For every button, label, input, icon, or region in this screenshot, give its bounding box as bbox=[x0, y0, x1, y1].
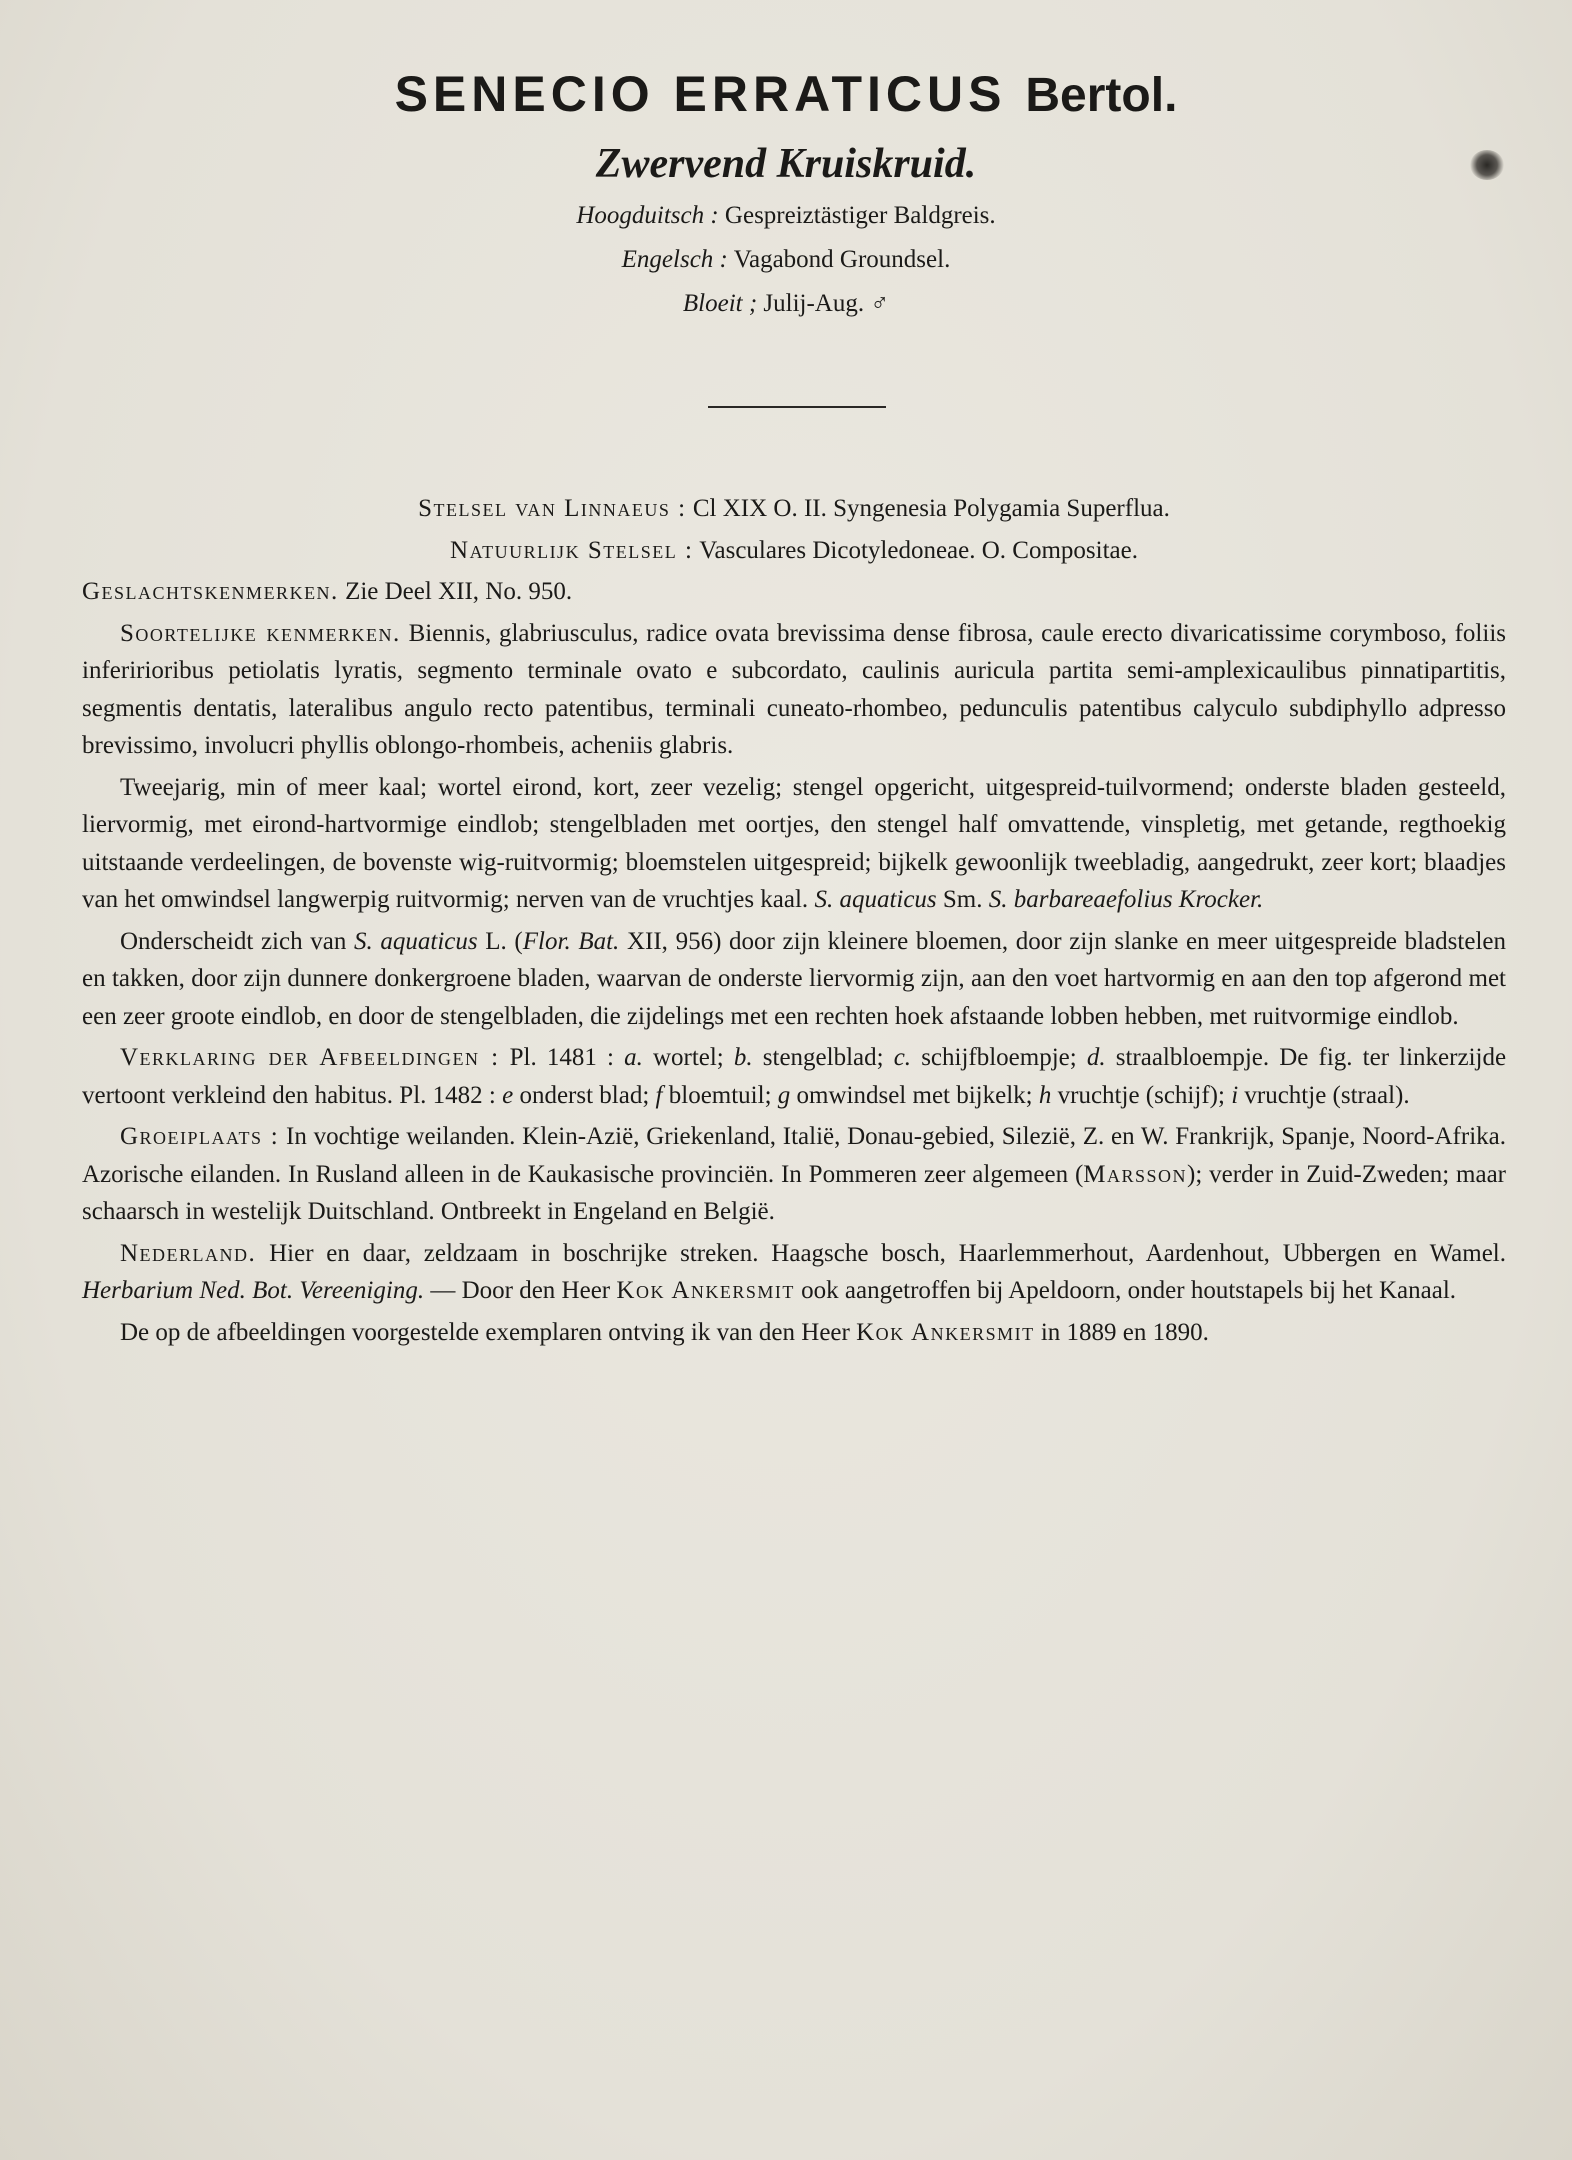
figure-letter: b. bbox=[733, 1044, 753, 1071]
herbarium-reference: Herbarium Ned. Bot. Vereeniging. bbox=[82, 1277, 425, 1304]
person-kok-ankersmit: Kok Ankersmit bbox=[856, 1318, 1035, 1346]
german-name-line bbox=[0, 194, 1572, 238]
figure-letter: f bbox=[655, 1081, 663, 1109]
species-characters-label: Soortelijke kenmerken. bbox=[120, 619, 401, 647]
dutch-description-text: Tweejarig, min of meer kaal; wortel eirond, kort, zeer vezelig; stengel opgericht, uitgespreid-tuilvormend; onderste bladen gesteeld, liervormig, met eirond-hartvormige eindlob; stengelbladen met oortjes, den stengel half omvattende, vinspletig, met getande, regthoekig uitstaande verdeelingen, de bovenste wig-ruitvormig; bloemstelen uitgespreid; bijkelk gewoonlijk tweebladig, aangedrukt, zeer kort; blaadjes van het omwindsel langwerpig ruitvormig; nerven van de vruchtjes kaal. bbox=[82, 773, 1506, 913]
habitat-label: Groeiplaats : bbox=[120, 1123, 280, 1150]
figures-text: schijfbloempje; bbox=[921, 1044, 1077, 1071]
flora-reference: Flor. Bat. bbox=[522, 927, 620, 955]
figure-letter: d. bbox=[1086, 1044, 1106, 1071]
netherlands-text-2: — Door den Heer bbox=[430, 1277, 611, 1304]
habitat-text-2: ); verder in Zuid-Zweden; maar schaarsch in westelijk Duitschland. Ontbreekt in Engeland en België. bbox=[82, 1160, 1507, 1225]
synonym-1: S. aquaticus bbox=[814, 886, 937, 913]
natural-system-value: Vasculares Dicotyledoneae. O. Compositae. bbox=[699, 536, 1138, 564]
figures-text: bloemtuil; bbox=[668, 1081, 772, 1109]
synonym-2: S. barbareaefolius Krocker. bbox=[988, 886, 1264, 913]
natural-system-line bbox=[82, 532, 1506, 570]
netherlands-paragraph bbox=[82, 1235, 1506, 1310]
german-label: Hoogduitsch : bbox=[576, 202, 719, 229]
distinction-species: S. aquaticus bbox=[353, 927, 478, 955]
figures-text: vruchtje (straal). bbox=[1244, 1081, 1410, 1109]
figures-label: Verklaring der Afbeeldingen : bbox=[120, 1044, 500, 1071]
biennial-symbol: ♂ bbox=[870, 290, 890, 317]
genus-value: Zie Deel XII, No. 950. bbox=[345, 578, 573, 605]
netherlands-text-1: Hier en daar, zeldzaam in boschrijke streken. Haagsche bosch, Haarlemmerhout, Aardenhout, Ubbergen en Wamel. bbox=[269, 1239, 1506, 1267]
header bbox=[0, 60, 1572, 326]
main-text bbox=[82, 490, 1506, 1355]
species-characters-text: Biennis, glabriusculus, radice ovata brevissima dense fibrosa, caule erecto divaricatissime corymboso, foliis inferirioribus petiolatis lyratis, segmento terminale ovato e subcordato, caulinis auricula partita semi-amplexicaulibus pinnatipartitis, segmentis dentatis, lateralibus angulo recto patentibus, terminali cuneato-rhombeo, pedunculis patentibus calyculo subdiphyllo adpresso brevissimo, involucri phyllis oblongo-rhombeis, acheniis glabris. bbox=[82, 619, 1506, 759]
german-name: Gespreiztästiger Baldgreis. bbox=[724, 202, 996, 229]
page-title bbox=[0, 60, 1572, 130]
distinction-text-1: Onderscheidt zich van bbox=[120, 927, 347, 955]
dutch-name: Zwervend Kruiskruid. bbox=[595, 141, 977, 187]
genus-line bbox=[82, 573, 1506, 611]
netherlands-text-3: ook aangetroffen bij Apeldoorn, onder houtstapels bij het Kanaal. bbox=[801, 1277, 1457, 1304]
figures-text: Pl. 1481 : bbox=[509, 1044, 614, 1071]
figure-letter: h bbox=[1038, 1081, 1052, 1109]
figure-letter: i bbox=[1231, 1081, 1239, 1109]
english-name-line bbox=[0, 238, 1572, 282]
figures-text: onderst blad; bbox=[519, 1081, 650, 1109]
natural-system-label: Natuurlijk Stelsel : bbox=[450, 536, 694, 564]
bloom-label: Bloeit ; bbox=[682, 290, 758, 317]
habitat-paragraph bbox=[82, 1118, 1506, 1231]
figure-letter: e bbox=[502, 1081, 514, 1109]
species-author: Bertol. bbox=[1025, 69, 1178, 122]
english-name: Vagabond Groundsel. bbox=[733, 246, 951, 273]
figures-text: vruchtje (schijf); bbox=[1057, 1081, 1225, 1109]
person-kok-ankersmit: Kok Ankersmit bbox=[616, 1277, 795, 1304]
bloom-line bbox=[0, 282, 1572, 326]
netherlands-label: Nederland. bbox=[120, 1239, 257, 1267]
figures-text: straalbloempje. De fig. ter linkerzijde vertoont verkleind den habitus. Pl. 1482 : bbox=[82, 1044, 1507, 1109]
figures-text: stengelblad; bbox=[762, 1044, 884, 1071]
author-marsson: Marsson bbox=[1083, 1160, 1188, 1188]
distinction-text-2: L. ( bbox=[485, 927, 523, 955]
figures-text: omwindsel met bijkelk; bbox=[796, 1081, 1033, 1109]
figure-letter: a. bbox=[624, 1044, 643, 1071]
figures-text: wortel; bbox=[652, 1044, 724, 1071]
english-label: Engelsch : bbox=[621, 246, 728, 273]
species-name: SENECIO ERRATICUS bbox=[394, 66, 1007, 122]
habitat-text-1: In vochtige weilanden. Klein-Azië, Griekenland, Italië, Donau-gebied, Silezië, Z. en W. Frankrijk, Spanje, Noord-Afrika. Azorische eilanden. In Rusland alleen in de Kaukasische provinciën. In Pommeren zeer algemeen ( bbox=[82, 1123, 1507, 1188]
linnaeus-value: Cl XIX O. II. Syngenesia Polygamia Superflua. bbox=[692, 495, 1170, 522]
linnaeus-label: Stelsel van Linnaeus : bbox=[418, 495, 687, 522]
figure-letter: c. bbox=[893, 1044, 912, 1071]
closing-text-1: De op de afbeeldingen voorgestelde exemplaren ontving ik van den Heer bbox=[120, 1318, 850, 1346]
genus-label: Geslachtskenmerken. bbox=[82, 578, 339, 605]
bloom-value: Julij-Aug. bbox=[763, 290, 865, 317]
figures-explanation bbox=[82, 1039, 1506, 1114]
closing-paragraph bbox=[82, 1314, 1506, 1352]
closing-text-2: in 1889 en 1890. bbox=[1040, 1318, 1209, 1346]
divider bbox=[708, 406, 886, 408]
distinction-paragraph bbox=[82, 923, 1506, 1036]
distinction-text-3: XII, 956) door zijn kleinere bloemen, door zijn slanke en meer uitgespreide bladstelen en takken, door zijn dunnere donkergroene bladen, waarvan de onderste liervormig zijn, aan den voet hartvormig en aan den top afgerond met een zeer groote eindlob, en door de stengelbladen, die zijdelings met een rechten hoek afstaande lobben hebben, met ruitvormige eindlob. bbox=[82, 927, 1506, 1030]
figure-letter: g bbox=[777, 1081, 791, 1109]
synonym-1-author: Sm. bbox=[942, 886, 983, 913]
linnaeus-line bbox=[82, 490, 1506, 528]
species-characters bbox=[82, 615, 1506, 765]
dutch-description bbox=[82, 769, 1506, 919]
